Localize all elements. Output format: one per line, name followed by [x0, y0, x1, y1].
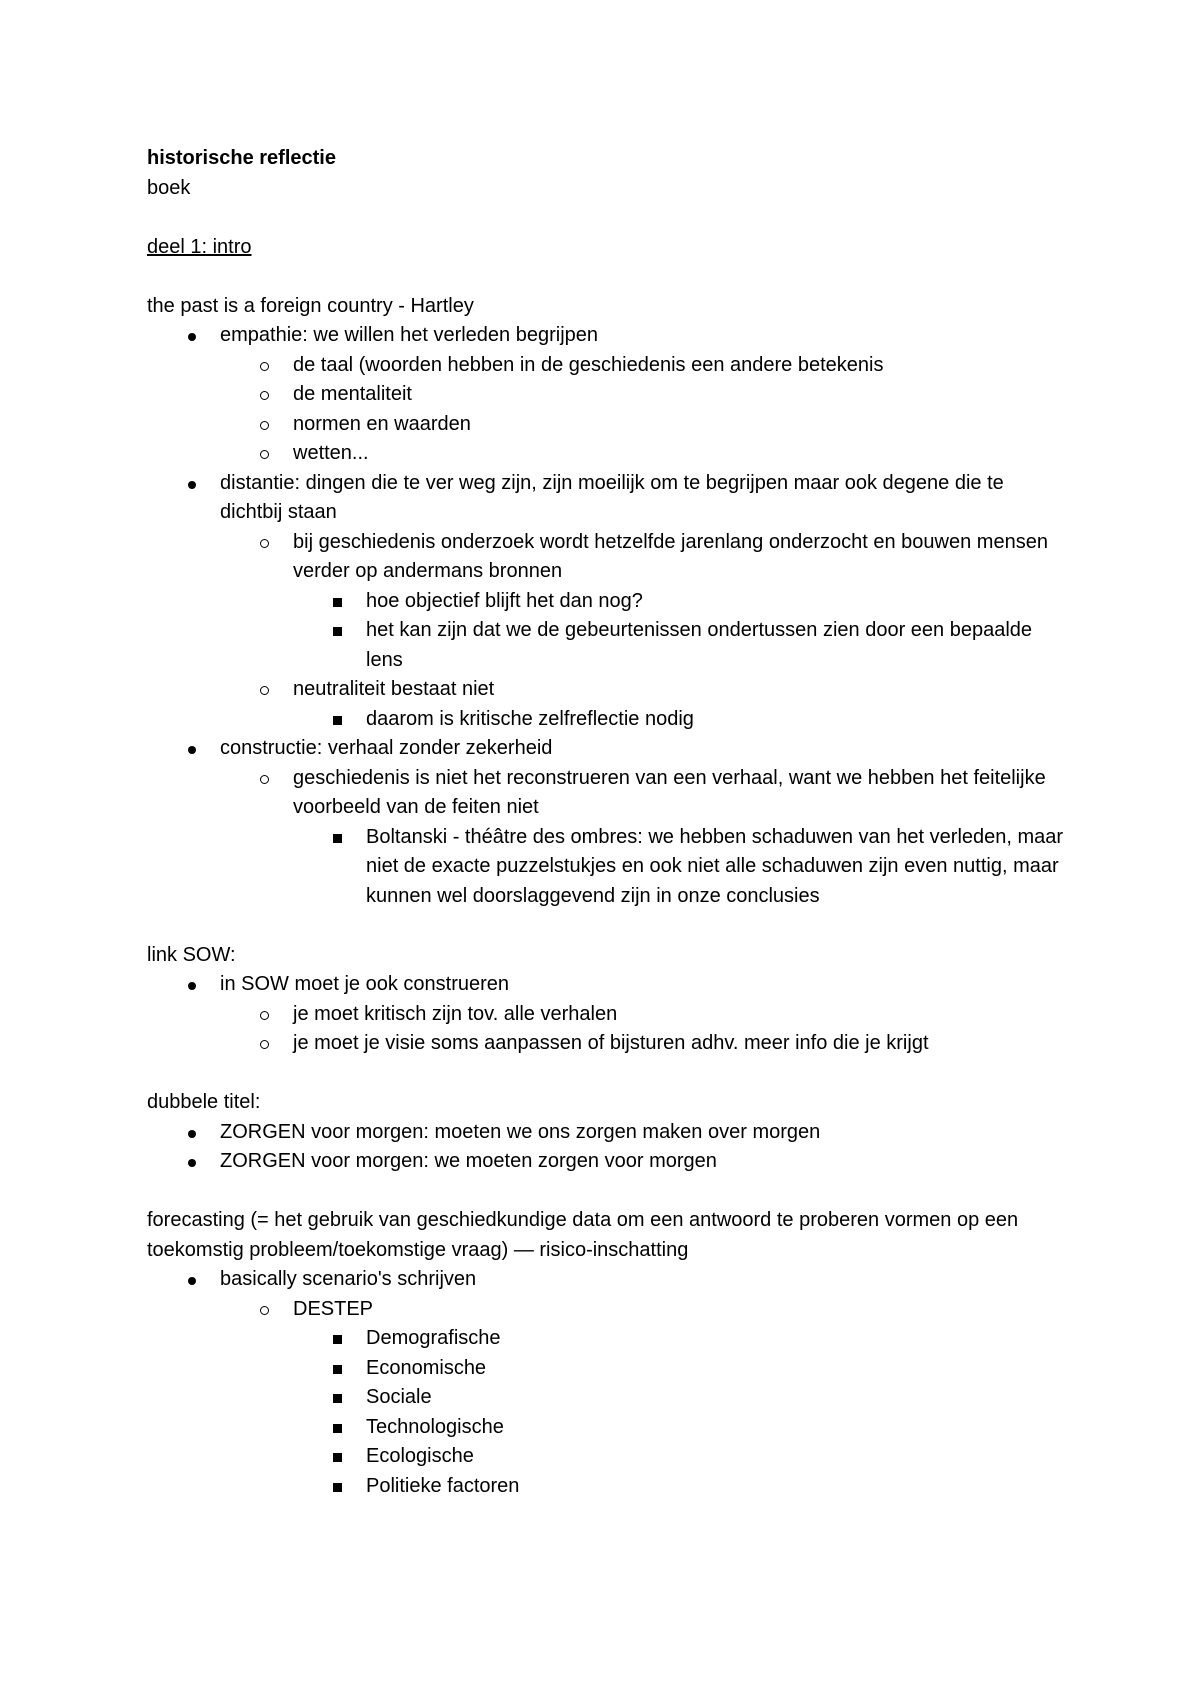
list-item: [366, 1383, 1067, 1413]
list-item: [293, 1295, 1067, 1325]
bullet-circle-icon: [257, 528, 277, 558]
list-item-text: Ecologische: [366, 1445, 474, 1467]
list-item: [366, 1472, 1067, 1502]
list-item: [293, 439, 1067, 469]
list-item: [366, 1354, 1067, 1384]
list-item-text: distantie: dingen die te ver weg zijn, zijn moeilijk om te begrijpen maar ook degene die te dichtbij staan: [220, 471, 1004, 523]
list-item: [220, 1147, 1067, 1177]
block-heading: forecasting (= het gebruik van geschiedkundige data om een antwoord te proberen vormen op een toekomstig probleem/toekomstige vraag) — risico-inschatting: [147, 1209, 1019, 1261]
list-item-text: Technologische: [366, 1415, 504, 1438]
bullet-square-icon: [330, 823, 350, 853]
bullet-circle-icon: [257, 380, 277, 410]
bullet-circle-icon: [257, 764, 277, 794]
list-item: [293, 410, 1067, 440]
spacer: [147, 911, 1067, 941]
list-item: [220, 734, 1067, 764]
bullet-square-icon: [330, 587, 350, 617]
list-item: [220, 321, 1067, 351]
list-item-text: bij geschiedenis onderzoek wordt hetzelfde jarenlang onderzocht en bouwen mensen verder op andermans bronnen: [293, 530, 1048, 582]
list-item-text: Demografische: [366, 1327, 501, 1349]
block-heading: link SOW:: [147, 943, 236, 966]
list-item-text: ZORGEN voor morgen: we moeten zorgen voor morgen: [220, 1150, 717, 1172]
list-item-text: DESTEP: [293, 1297, 374, 1320]
spacer: [147, 262, 1067, 292]
list-item: [366, 1442, 1067, 1472]
bullet-circle-icon: [257, 1029, 277, 1059]
bullet-disc-icon: [184, 321, 204, 351]
list-item-text: hoe objectief blijft het dan nog?: [366, 589, 643, 612]
list-item-text: de taal (woorden hebben in de geschiedenis een andere betekenis: [293, 353, 884, 376]
list-item-text: je moet kritisch zijn tov. alle verhalen: [293, 1002, 618, 1025]
list-item-text: Boltanski - théâtre des ombres: we hebben schaduwen van het verleden, maar niet de exacte puzzelstukjes en ook niet alle schaduwen zijn even nuttig, maar kunnen wel doorslaggevend zijn in onze conclusies: [366, 825, 1064, 907]
list-item: [293, 675, 1067, 705]
list-item-text: je moet je visie soms aanpassen of bijsturen adhv. meer info die je krijgt: [293, 1032, 929, 1054]
list-item: [293, 764, 1067, 823]
list-item-text: daarom is kritische zelfreflectie nodig: [366, 707, 694, 730]
bullet-list: [147, 321, 1067, 911]
bullet-square-icon: [330, 1324, 350, 1354]
section-heading: deel 1: intro: [147, 235, 252, 258]
document-body: [147, 144, 1067, 1501]
bullet-disc-icon: [184, 1118, 204, 1148]
list-item-text: normen en waarden: [293, 412, 471, 435]
list-item: [293, 351, 1067, 381]
list-item: [366, 823, 1067, 912]
bullet-square-icon: [330, 1413, 350, 1443]
bullet-disc-icon: [184, 734, 204, 764]
list-item-text: het kan zijn dat we de gebeurtenissen ondertussen zien door een bepaalde lens: [366, 619, 1033, 671]
list-item-text: Economische: [366, 1356, 487, 1379]
bullet-square-icon: [330, 1472, 350, 1502]
document-subtitle: boek: [147, 176, 191, 199]
bullet-circle-icon: [257, 1000, 277, 1030]
bullet-circle-icon: [257, 351, 277, 381]
list-item: [220, 970, 1067, 1000]
list-item: [366, 1413, 1067, 1443]
list-item-text: constructie: verhaal zonder zekerheid: [220, 737, 553, 759]
bullet-circle-icon: [257, 675, 277, 705]
bullet-circle-icon: [257, 1295, 277, 1325]
bullet-disc-icon: [184, 1147, 204, 1177]
bullet-square-icon: [330, 1383, 350, 1413]
list-item-text: Sociale: [366, 1386, 432, 1408]
list-item-text: geschiedenis is niet het reconstrueren van een verhaal, want we hebben het feitelijke voorbeeld van de feiten niet: [293, 766, 1046, 818]
list-item-text: empathie: we willen het verleden begrijpen: [220, 324, 599, 346]
list-item: [366, 1324, 1067, 1354]
spacer: [147, 1177, 1067, 1207]
block-heading: dubbele titel:: [147, 1091, 261, 1113]
bullet-list: [147, 970, 1067, 1059]
list-item: [366, 616, 1067, 675]
list-item-text: wetten...: [293, 442, 369, 464]
bullet-square-icon: [330, 1442, 350, 1472]
list-item-text: neutraliteit bestaat niet: [293, 678, 495, 700]
list-item-text: in SOW moet je ook construeren: [220, 973, 510, 995]
spacer: [147, 203, 1067, 233]
bullet-disc-icon: [184, 970, 204, 1000]
bullet-disc-icon: [184, 1265, 204, 1295]
bullet-square-icon: [330, 616, 350, 646]
bullet-circle-icon: [257, 439, 277, 469]
spacer: [147, 1059, 1067, 1089]
list-item: [220, 469, 1067, 528]
list-item-text: Politieke factoren: [366, 1474, 520, 1497]
list-item: [293, 1029, 1067, 1059]
list-item-text: basically scenario's schrijven: [220, 1268, 477, 1290]
bullet-list: [147, 1265, 1067, 1501]
list-item: [293, 1000, 1067, 1030]
bullet-disc-icon: [184, 469, 204, 499]
block-heading: the past is a foreign country - Hartley: [147, 294, 474, 317]
list-item: [220, 1265, 1067, 1295]
bullet-circle-icon: [257, 410, 277, 440]
list-item: [366, 587, 1067, 617]
bullet-square-icon: [330, 1354, 350, 1384]
list-item: [366, 705, 1067, 735]
list-item-text: ZORGEN voor morgen: moeten we ons zorgen maken over morgen: [220, 1120, 821, 1143]
bullet-list: [147, 1118, 1067, 1177]
list-item-text: de mentaliteit: [293, 383, 412, 405]
document-title: historische reflectie: [147, 147, 336, 169]
bullet-square-icon: [330, 705, 350, 735]
list-item: [293, 528, 1067, 587]
list-item: [220, 1118, 1067, 1148]
list-item: [293, 380, 1067, 410]
